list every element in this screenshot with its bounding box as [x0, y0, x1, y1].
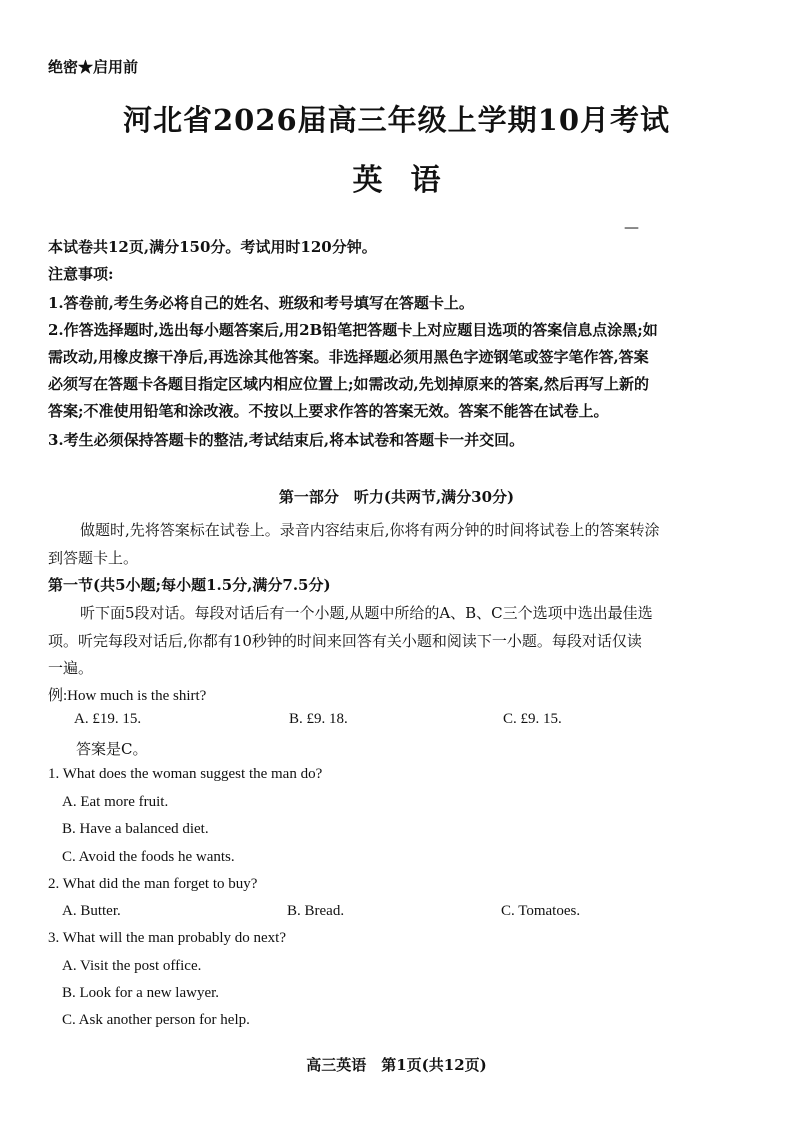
notice-heading: 注意事项: — [48, 265, 114, 283]
page-footer: 高三英语 第1页(共12页) — [306, 1056, 487, 1074]
example-option-c: C. £9. 15. — [503, 711, 562, 727]
mark-dash: — — [624, 218, 639, 236]
question-3-option-c: C. Ask another person for help. — [62, 1012, 250, 1028]
notice-item-1: 1.答卷前,考生务必将自己的姓名、班级和考号填写在答题卡上。 — [48, 294, 474, 312]
example-option-a: A. £19. 15. — [74, 711, 142, 727]
example-option-b: B. £9. 18. — [289, 711, 348, 727]
question-3-option-b: B. Look for a new lawyer. — [62, 985, 220, 1001]
question-1: 1. What does the woman suggest the man do? — [48, 766, 323, 782]
section1-line-3: 一遍。 — [48, 659, 94, 677]
notice-item-2-line-2: 需改动,用橡皮擦干净后,再选涂其他答案。非选择题必须用黑色字迹钢笔或签字笔作答,答案 — [48, 348, 649, 366]
section1-line-2: 项。听完每段对话后,你都有10秒钟的时间来回答有关小题和阅读下一小题。每段对话仅读 — [48, 632, 642, 650]
example-question: 例:How much is the shirt? — [48, 688, 207, 704]
part1-intro-line-2: 到答题卡上。 — [48, 549, 139, 567]
question-1-option-a: A. Eat more fruit. — [62, 794, 169, 810]
question-1-option-c: C. Avoid the foods he wants. — [62, 849, 235, 865]
notice-item-2-line-3: 必须写在答题卡各题目指定区域内相应位置上;如需改动,先划掉原来的答案,然后再写上新的 — [48, 375, 649, 393]
exam-summary: 本试卷共12页,满分150分。考试用时120分钟。 — [48, 238, 377, 256]
part1-heading: 第一部分 听力(共两节,满分30分) — [278, 488, 515, 506]
question-3: 3. What will the man probably do next? — [48, 930, 287, 946]
part1-intro-line-1: 做题时,先将答案标在试卷上。录音内容结束后,你将有两分钟的时间将试卷上的答案转涂 — [80, 521, 660, 539]
question-1-option-b: B. Have a balanced diet. — [62, 821, 209, 837]
notice-item-2-line-1: 2.作答选择题时,选出每小题答案后,用2B铅笔把答题卡上对应题目选项的答案信息点涂黑;如 — [48, 321, 658, 339]
example-answer: 答案是C。 — [76, 740, 148, 758]
section1-line-1: 听下面5段对话。每段对话后有一个小题,从题中所给的A、B、C三个选项中选出最佳选 — [80, 604, 653, 622]
question-2-option-c: C. Tomatoes. — [501, 903, 581, 919]
notice-item-3: 3.考生必须保持答题卡的整洁,考试结束后,将本试卷和答题卡一并交回。 — [48, 431, 525, 449]
question-2-option-a: A. Butter. — [62, 903, 121, 919]
question-2: 2. What did the man forget to buy? — [48, 876, 258, 892]
confidential-label: 绝密★启用前 — [48, 58, 139, 76]
subject-title: 英语 — [352, 163, 469, 198]
exam-title: 河北省2026届高三年级上学期10月考试 — [122, 103, 671, 137]
section1-heading: 第一节(共5小题;每小题1.5分,满分7.5分) — [48, 576, 331, 594]
notice-item-2-line-4: 答案;不准使用铅笔和涂改液。不按以上要求作答的答案无效。答案不能答在试卷上。 — [48, 402, 609, 420]
question-3-option-a: A. Visit the post office. — [62, 958, 202, 974]
question-2-option-b: B. Bread. — [287, 903, 345, 919]
